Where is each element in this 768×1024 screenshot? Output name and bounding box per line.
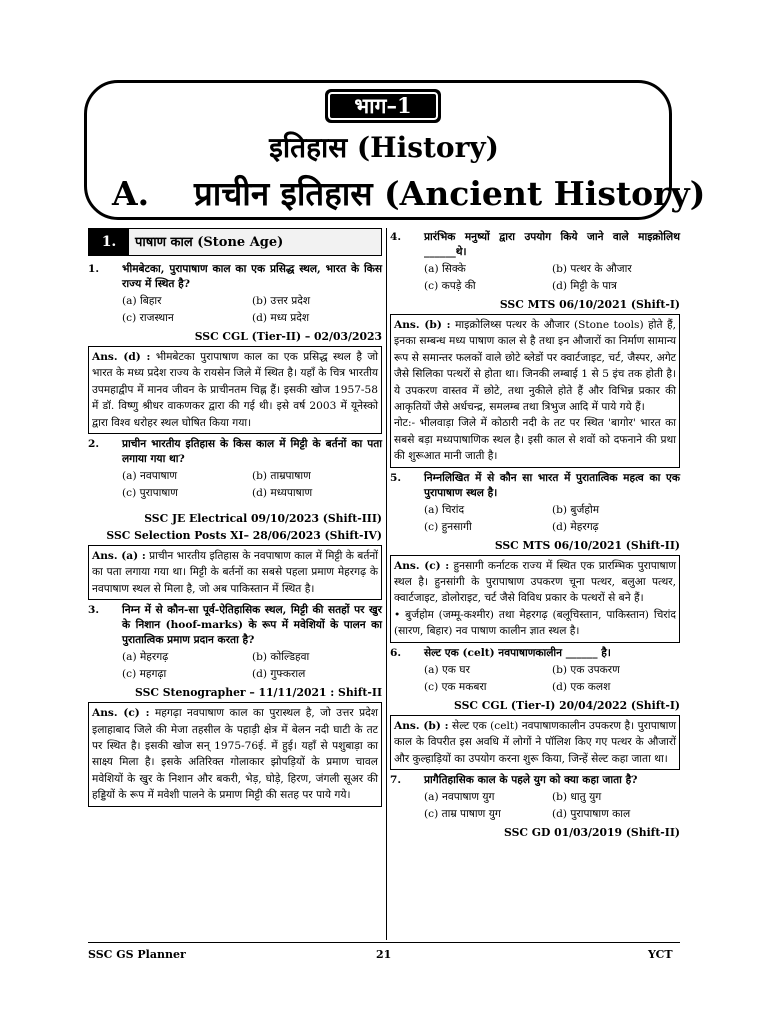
option: (a) चिरांद: [424, 503, 465, 516]
right-column: [390, 228, 680, 842]
option: (c) एक मकबरा: [424, 680, 487, 693]
option: (c) ताम्र पाषाण युग: [424, 807, 501, 820]
section-number: 1.: [89, 229, 129, 255]
option: (a) नवपाषाण: [122, 470, 178, 483]
option: (d) मेहरगढ़: [552, 520, 599, 533]
answer-note: नोट:- भीलवाड़ा जिले में कोठारी नदी के तट पर स्थित 'बागोर' भारत का सबसे बड़ा मध्यपाषाणिक स्थल है। इसी काल से शवों को दफनाने की प्रथा की शुरूआत मानी जाती है।: [394, 417, 676, 463]
question-text: सेल्ट एक (celt) नवपाषाणकालीन ______ है।: [424, 646, 611, 659]
option: (d) गुफ्कराल: [252, 668, 306, 681]
question-number: 3.: [88, 604, 100, 617]
part-label: भाग–1: [328, 92, 438, 120]
answer-label: Ans. (c) :: [92, 707, 150, 720]
question-number: 4.: [390, 231, 402, 243]
option: (c) महगढ़ा: [122, 668, 167, 681]
answer-text: भीमबेटका पुरापाषाण काल का एक प्रसिद्ध स्थल है जो भारत के मध्य प्रदेश राज्य के रायसेन जिले में स्थित है। यहाँ के चित्र भारतीय उपमहाद्वीप में मानव जीवन के प्राचीनतम चिह्न हैं। इसकी खोज 1957-58 में डॉ. विष्णु श्रीधर वाकणकर द्वारा की गई थी। इसे वर्ष 2003 में यूनेस्को द्वारा विश्व धरोहर स्थल घोषित किया गया।: [92, 351, 379, 429]
answer-box: [88, 545, 382, 600]
question-text: प्राचीन भारतीय इतिहास के किस काल में मिट्टी के बर्तनों का पता लगाया गया था?: [122, 438, 382, 466]
question: [88, 262, 382, 292]
answer-text: महगढ़ा नवपाषाण काल का पुरास्थल है, जो उत्तर प्रदेश इलाहाबाद जिले की मेजा तहसील के पहाड़ी क्षेत्र में बेलन नदी घाटी के तट पर स्थित है। इसकी खोज सन् 1975-76ई. में हुई। यहाँ से पशुबाड़ा का साक्ष्य मिला है। इसके अतिरिक्त गोलाकार झोपड़ियों के प्रमाण चावल मवेशियों के खुर के निशान और बकरी, भेड़, घोड़े, हिरण, जंगली सूअर की हड्डियों के रूप में मवेशी पालने के प्रमाण मिट्टी की सतह पर पाये गये।: [92, 707, 378, 802]
options: [390, 503, 680, 537]
answer-box: [88, 702, 382, 806]
exam-source: SSC Selection Posts XI– 28/06/2023 (Shift-IV): [106, 529, 382, 543]
option: (d) मध्य प्रदेश: [252, 312, 310, 324]
options: [390, 262, 680, 296]
option: (b) बुर्जहोम: [552, 503, 600, 516]
option: (b) एक उपकरण: [552, 663, 620, 676]
option: (d) पुरापाषाण काल: [552, 807, 631, 820]
footer-book-title: SSC GS Planner: [88, 948, 186, 961]
options: [88, 469, 382, 503]
option: (b) ताम्रपाषाण: [252, 470, 311, 483]
question: [390, 230, 680, 260]
answer-box: [390, 314, 680, 468]
answer-label: Ans. (c) :: [394, 559, 450, 572]
chapter-title: इतिहास (History): [269, 131, 499, 164]
option: (a) बिहार: [122, 295, 162, 307]
options: [390, 790, 680, 824]
exam-source: SSC GD 01/03/2019 (Shift-II): [504, 825, 680, 839]
section-letter: A.: [112, 174, 150, 213]
exam-source: SSC Stenographer – 11/11/2021 : Shift-II: [135, 686, 382, 700]
option: (a) सिक्के: [424, 263, 466, 275]
option: (b) कोल्डिहवा: [252, 651, 310, 664]
answer-text: हुनसागी कर्नाटक राज्य में स्थित एक प्रारम्भिक पुरापाषाण स्थल है। हुनसांगी के पुरापाषाण उपकरण चूना पत्थर, बलुआ पत्थर, क्वार्टजाइट, डोलोराइट, चर्ट जैसे विविध प्रकार के पत्थरों से बने हैं।: [394, 559, 676, 605]
question-text: भीमबेटका, पुरापाषाण काल का एक प्रसिद्ध स्थल, भारत के किस राज्य में स्थित है?: [122, 263, 382, 290]
question-text: निम्नलिखित में से कौन सा भारत में पुरातात्विक महत्व का एक पुरापाषाण स्थल है।: [424, 471, 680, 499]
question: [390, 773, 680, 788]
answer-text: प्राचीन भारतीय इतिहास के नवपाषाण काल में मिट्टी के बर्तनों का पता लगाया गया था। मिट्टी के बर्तनों का सबसे पहला प्रमाण मेहरगढ़ के नवपाषाण स्थल से मिला है, जो अब पाकिस्तान में स्थित है।: [92, 550, 379, 595]
answer-box: [88, 346, 382, 434]
page-number: 21: [376, 948, 392, 961]
options: [88, 650, 382, 684]
exam-source: SSC MTS 06/10/2021 (Shift-II): [494, 538, 680, 552]
answer-box: [390, 715, 680, 770]
answer-label: Ans. (a) :: [92, 550, 146, 563]
option: (c) कपड़े की: [424, 280, 476, 292]
question-number: 2.: [88, 438, 100, 451]
answer-label: Ans. (d) :: [92, 351, 151, 363]
answer-text: माइक्रोलिथ्स पत्थर के औजार (Stone tools) होते हैं, इनका सम्बन्ध मध्य पाषाण काल से है तथा इन औजारों का निर्माण सामान्य रूप से समान्तर फलकों वाले छोटे ब्लेडों पर क्वार्टजाइट, चर्ट, जैस्पर, अगेट जैसे सिलिका पत्थरों से होता था। जिनकी लम्बाई 1 से 5 इंच तक होती है। ये उपकरण वास्तव में छोटे, तथा नुकीले होते हैं और विभिन्न प्रकार की आकृतियों जैसे अर्धचन्द्र, समलम्ब तथा त्रिभुज आदि में पाये गये हैं।: [394, 319, 676, 414]
option: (d) मिट्टी के पात्र: [552, 280, 617, 292]
section-title: [112, 170, 705, 215]
question-number: 6.: [390, 646, 402, 659]
exam-source: SSC MTS 06/10/2021 (Shift-I): [499, 298, 680, 311]
option: (c) राजस्थान: [122, 312, 174, 324]
footer-publisher: YCT: [648, 948, 673, 961]
exam-source: SSC CGL (Tier-I) 20/04/2022 (Shift-I): [454, 698, 680, 712]
option: (a) नवपाषाण युग: [424, 790, 495, 803]
option: (c) हुनसागी: [424, 520, 472, 533]
question: [390, 646, 680, 661]
answer-bullet: • बुर्जहोम (जम्मू-कश्मीर) तथा मेहरगढ़ (बलूचिस्तान, पाकिस्तान) चिरांद (सारण, बिहार) नव पाषाण कालीन ज्ञात स्थल है।: [394, 608, 676, 638]
footer-rule: [88, 942, 680, 943]
option: (a) मेहरगढ़: [122, 651, 169, 664]
question-text: प्रागैतिहासिक काल के पहले युग को क्या कहा जाता है?: [424, 773, 638, 786]
part-badge: [325, 89, 441, 123]
section-heading-text: पाषाण काल (Stone Age): [129, 229, 381, 255]
option: (b) पत्थर के औजार: [552, 263, 632, 275]
option: (b) धातु युग: [552, 790, 602, 803]
options: [390, 663, 680, 697]
option: (a) एक घर: [424, 663, 470, 676]
option: (d) मध्यपाषाण: [252, 487, 313, 500]
option: (b) उत्तर प्रदेश: [252, 295, 311, 307]
question-text: प्रारंभिक मनुष्यों द्वारा उपयोग किये जाने वाले माइक्रोलिथ ______थे।: [424, 231, 680, 258]
question-text: निम्न में से कौन-सा पूर्व-ऐतिहासिक स्थल, मिट्टी की सतहों पर खुर के निशान (hoof-marks) के रूप में मवेशियों के पालन का पुरातात्विक प्रमाण प्रदान करता है?: [122, 604, 382, 647]
question-number: 1.: [88, 263, 100, 275]
answer-label: Ans. (b) :: [394, 319, 451, 331]
exam-source: SSC CGL (Tier-II) – 02/03/2023: [194, 330, 382, 343]
answer-text: सेल्ट एक (celt) नवपाषाणकालीन उपकरण है। पुरापाषाण काल के विपरीत इस अवधि में लोगों ने पॉलिश किए गए पत्थर के औजारों और कुल्हाड़ियों का उपयोग करना शुरू किया, जिन्हें सेल्ट कहा जाता था।: [394, 719, 676, 765]
answer-box: [390, 555, 680, 643]
question-number: 7.: [390, 773, 402, 786]
question-number: 5.: [390, 471, 402, 484]
left-column: [88, 228, 382, 810]
question: [88, 603, 382, 648]
section-heading: [88, 228, 382, 256]
answer-label: Ans. (b) :: [394, 719, 449, 732]
options: [88, 294, 382, 328]
column-divider: [386, 228, 387, 940]
question: [390, 471, 680, 501]
option: (d) एक कलश: [552, 680, 611, 693]
question: [88, 437, 382, 467]
option: (c) पुरापाषाण: [122, 487, 178, 500]
section-title-text: प्राचीन इतिहास (Ancient History): [194, 174, 706, 213]
exam-source: SSC JE Electrical 09/10/2023 (Shift-III): [144, 512, 382, 526]
